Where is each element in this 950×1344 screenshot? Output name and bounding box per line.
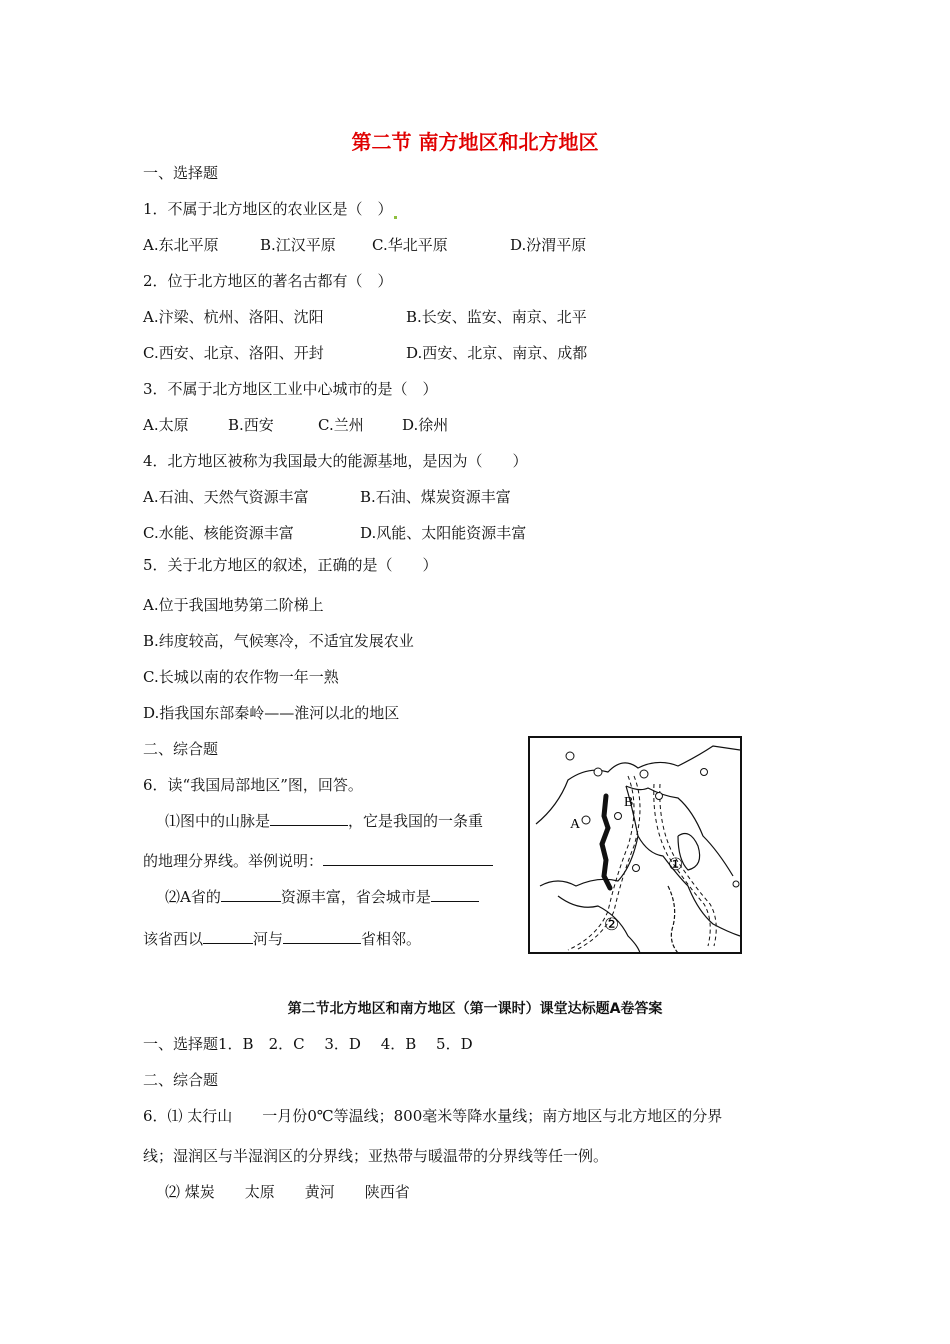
q3-option-a: A.太原	[143, 416, 189, 434]
page-title: 第二节 南方地区和北方地区	[351, 130, 599, 154]
q6-part1-line1: ⑴图中的山脉是 ，它是我国的一条重	[165, 812, 484, 830]
q2-option-b: B.长安、监安、南京、北平	[406, 308, 587, 326]
q1-stem: 1．不属于北方地区的农业区是（ ）	[143, 199, 398, 219]
answer-blank[interactable]	[431, 887, 479, 902]
answer-choice-line: 一、选择题1．B 2．C 3．D 4．B 5．D	[143, 1035, 473, 1053]
city-marker	[615, 813, 622, 820]
map-label-b: B	[624, 795, 634, 810]
answer-section2-heading: 二、综合题	[143, 1071, 219, 1089]
q3-stem: 3．不属于北方地区工业中心城市的是（ ）	[143, 380, 438, 398]
q4-stem: 4．北方地区被称为我国最大的能源基地，是因为（ ）	[143, 452, 528, 470]
answer-title: 第二节北方地区和南方地区（第一课时）课堂达标题A卷答案	[287, 1001, 663, 1017]
q5-stem: 5．关于北方地区的叙述，正确的是（ ）	[143, 556, 438, 574]
answer-blank[interactable]	[270, 811, 348, 826]
city-marker	[656, 793, 663, 800]
q4-option-b: B.石油、煤炭资源丰富	[360, 488, 511, 506]
q3-option-d: D.徐州	[402, 416, 449, 434]
map-label-2: ②	[604, 915, 620, 935]
q1-option-a: A.东北平原	[143, 236, 219, 254]
city-marker	[701, 769, 708, 776]
section-comprehensive-heading: 二、综合题	[143, 740, 219, 758]
q6-stem: 6．读“我国局部地区”图，回答。	[143, 776, 363, 794]
city-marker	[566, 752, 574, 760]
city-marker	[582, 816, 590, 824]
city-marker	[640, 770, 648, 778]
q3-option-b: B.西安	[228, 416, 274, 434]
q1-option-b: B.江汉平原	[260, 236, 336, 254]
q2-option-c: C.西安、北京、洛阳、开封	[143, 344, 324, 362]
q6-part2-line2: 该省西以 河与 省相邻。	[143, 930, 422, 948]
q2-option-a: A.汴梁、杭州、洛阳、沈阳	[143, 308, 324, 326]
answer-q6-line1: 6．⑴ 太行山 一月份0℃等温线；800毫米等降水量线；南方地区与北方地区的分界	[143, 1107, 723, 1125]
answer-blank[interactable]	[221, 887, 281, 902]
q4-option-a: A.石油、天然气资源丰富	[143, 488, 309, 506]
map-label-1: ①	[668, 855, 684, 875]
map-label-a: A	[570, 817, 581, 832]
city-marker	[733, 881, 739, 887]
q4-option-c: C.水能、核能资源丰富	[143, 524, 294, 542]
city-marker	[594, 768, 602, 776]
answer-q6-line3: ⑵ 煤炭 太原 黄河 陕西省	[165, 1183, 410, 1201]
answer-blank[interactable]	[203, 929, 253, 944]
city-marker	[633, 865, 640, 872]
regional-map	[528, 736, 742, 954]
q5-option-d: D.指我国东部秦岭——淮河以北的地区	[143, 704, 400, 722]
section-choice-heading: 一、选择题	[143, 164, 219, 182]
q6-part1-line2: 的地理分界线。举例说明：	[143, 851, 493, 871]
q2-option-d: D.西安、北京、南京、成都	[406, 344, 588, 362]
q1-option-d: D.汾渭平原	[510, 236, 587, 254]
q6-part2-line1: ⑵A省的 资源丰富，省会城市是	[165, 887, 479, 907]
answer-q6-line2: 线；湿润区与半湿润区的分界线；亚热带与暖温带的分界线等任一例。	[143, 1147, 609, 1165]
q5-option-b: B.纬度较高，气候寒冷，不适宜发展农业	[143, 632, 414, 650]
q5-option-a: A.位于我国地势第二阶梯上	[143, 596, 324, 614]
q2-stem: 2．位于北方地区的著名古都有（ ）	[143, 272, 393, 290]
q1-option-c: C.华北平原	[372, 236, 448, 254]
answer-blank[interactable]	[283, 929, 361, 944]
q3-option-c: C.兰州	[318, 416, 364, 434]
q4-option-d: D.风能、太阳能资源丰富	[360, 524, 527, 542]
q5-option-c: C.长城以南的农作物一年一熟	[143, 668, 339, 686]
answer-blank[interactable]	[323, 851, 493, 866]
